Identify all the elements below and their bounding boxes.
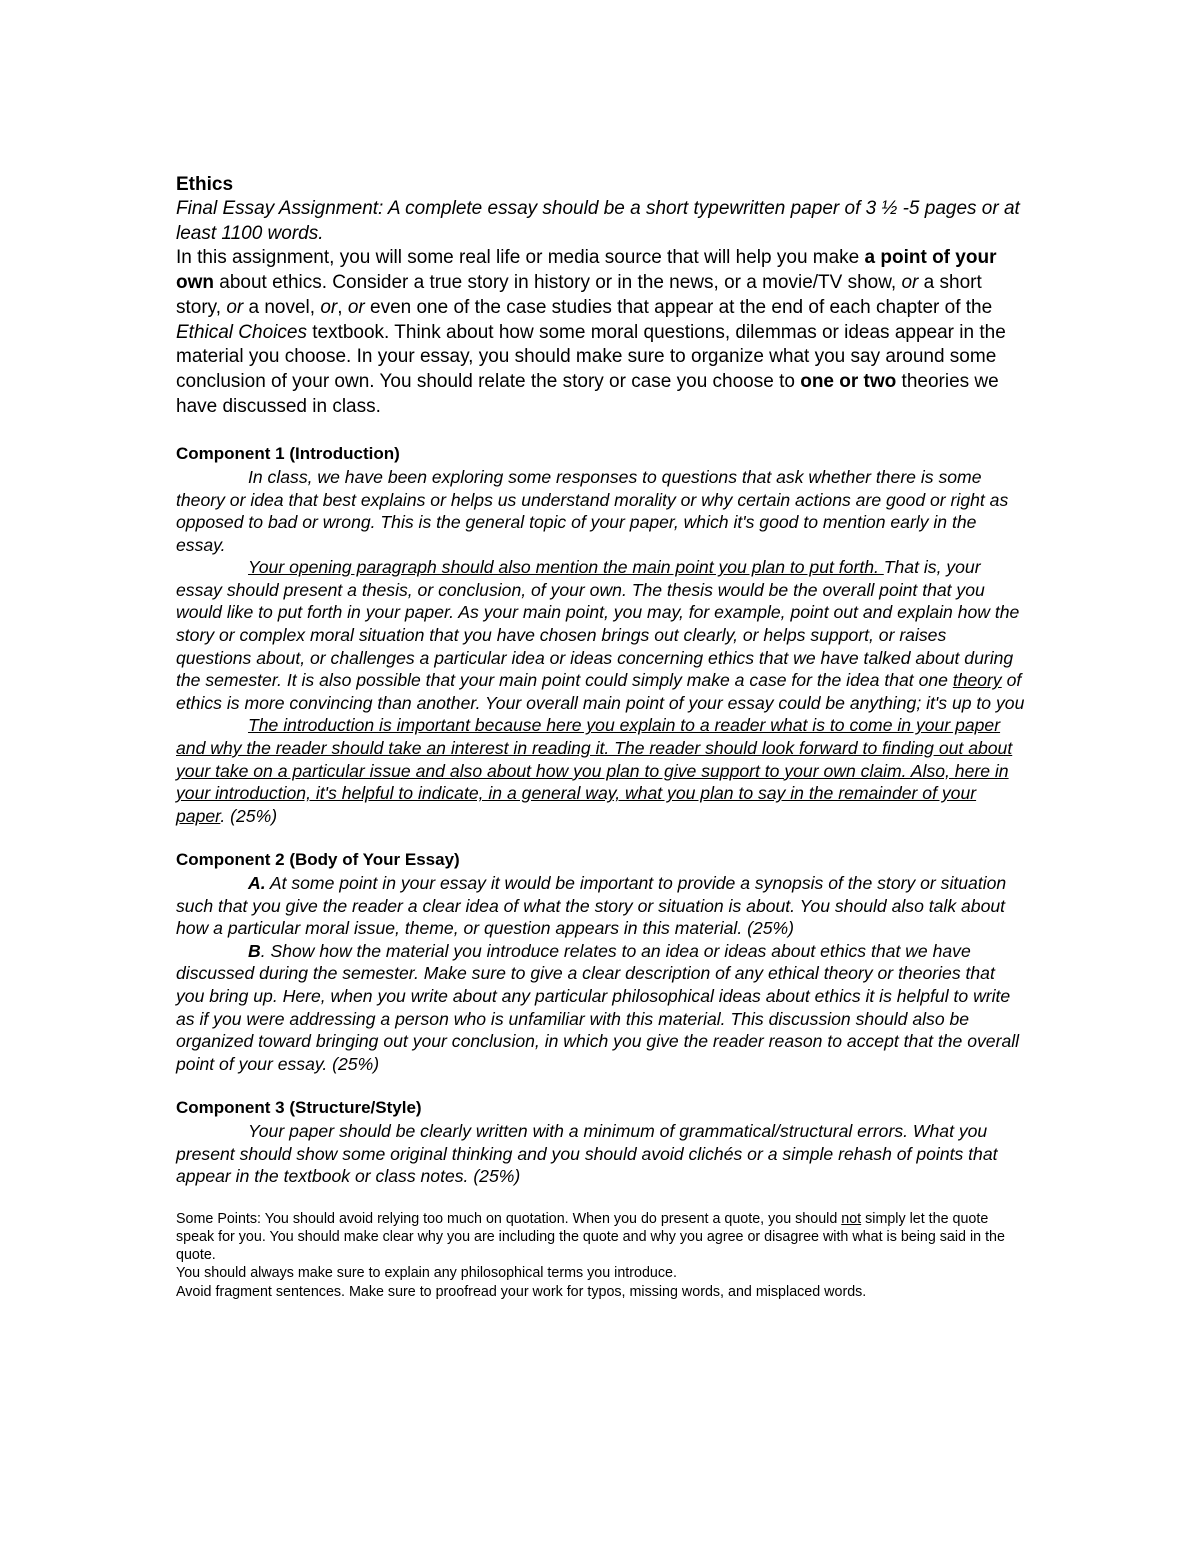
component-3-heading: Component 3 (Structure/Style): [176, 1098, 422, 1118]
note-2: You should always make sure to explain any philosophical terms you introduce.: [176, 1265, 677, 1282]
component-1-underlined: Your opening paragraph should also mention the main point you plan to put forth.: [248, 557, 884, 578]
component-2-b-text: . Show how the material you introduce relates to an idea or ideas about ethics that we have discussed during the semester. Make sure to give a clear description of any ethical theory or theories that you bring up. Here, when you write about any particular philosophical ideas about ethics it is helpful to write as if you were addressing a person who is unfamiliar with this material. This discussion should also be organized toward bringing out your conclusion, in which you give the reader reason to accept that the overall point of your essay. (25%): [176, 940, 1020, 1074]
intro-textbook-title: Ethical Choices: [176, 321, 307, 343]
note-1: [176, 1210, 1026, 1265]
component-1-paragraph-3: [176, 714, 1026, 827]
component-1-text: In class, we have been exploring some responses to questions that ask whether there is some theory or idea that best explains or helps us understand morality or why certain actions are good or right as opposed to bad or wrong. This is the general topic of your paper, which it's good to mention early in the essay.: [176, 466, 1009, 555]
note-3: Avoid fragment sentences. Make sure to proofread your work for typos, missing words, and misplaced words.: [176, 1283, 867, 1300]
assignment-line: Final Essay Assignment: A complete essay should be a short typewritten paper of 3 ½ -5 pages or at least 1100 words.: [176, 198, 1020, 244]
intro-italic-or: or: [226, 296, 244, 318]
intro-text: a novel,: [243, 296, 321, 318]
intro-text: textbook. Think about how some moral questions, dilemmas or ideas appear in the material you choose. In your essay, you should make sure to organize what you say around some conclusion of your own. You should relate the story or case you choose to: [176, 321, 1006, 392]
component-1-heading: Component 1 (Introduction): [176, 444, 400, 464]
intro-bold-point: a point of your own: [176, 247, 997, 294]
component-1-theory: theory: [952, 670, 1002, 691]
intro-section: [176, 197, 1026, 419]
component-3-text: Your paper should be clearly written with a minimum of grammatical/structural errors. What you present should show some original thinking and you should avoid clichés or a simple rehash of points that appear in the textbook or class notes. (25%): [176, 1120, 998, 1187]
component-2-a-label: A.: [248, 873, 266, 894]
intro-italic-or: or: [320, 296, 338, 318]
intro-text: theories we have discussed in class.: [176, 370, 999, 417]
component-1-text: That is, your essay should present a thesis, or conclusion, of your own. The thesis would be the overall point that you would like to put forth in your paper. As your main point, you may, for example, point out and explain how the story or complex moral situation that you have chosen brings out clearly, or helps support, or raises questions about, or challenges a particular idea or ideas concerning ethics that we have talked about during the semester. It is also possible that your main point could simply make a case for the idea that one: [176, 557, 1020, 691]
component-2-b-label: B: [248, 940, 261, 961]
intro-italic-or: or: [901, 272, 919, 294]
intro-text: ,: [337, 296, 348, 318]
component-3: [176, 1097, 1026, 1187]
component-1: [176, 443, 1026, 827]
intro-paragraph: [176, 246, 1026, 419]
note-text: simply let the quote speak for you. You should make clear why you are including the quote and why you agree or disagree with what is being said in the quote.: [176, 1210, 1005, 1264]
note-text: Some Points: You should avoid relying too much on quotation. When you do present a quote, you should: [176, 1210, 842, 1227]
component-1-text: of ethics is more convincing than another. Your overall main point of your essay could be anything; it's up to you: [176, 670, 1025, 713]
component-1-paragraph-2: [176, 556, 1026, 714]
intro-text: a short story,: [176, 272, 982, 318]
intro-text: In this assignment, you will some real life or media source that will help you make: [176, 247, 865, 269]
component-3-paragraph: [176, 1120, 1026, 1188]
component-1-text: . (25%): [220, 805, 278, 826]
component-2: [176, 849, 1026, 1075]
component-1-underlined: The introduction is important because here you explain to a reader what is to come in your paper and why the reader should take an interest in reading it. The reader should look forward to finding out about your take on a particular issue and also about how you plan to give support to your own claim. Also, here in your introduction, it's helpful to indicate, in a general way, what you plan to say in the remainder of your paper: [176, 715, 1013, 826]
notes-section: [176, 1210, 1026, 1301]
component-2-part-a: [176, 872, 1026, 940]
component-1-paragraph-1: [176, 466, 1026, 556]
intro-italic-or: or: [347, 296, 365, 318]
component-2-a-text: At some point in your essay it would be important to provide a synopsis of the story or situation such that you give the reader a clear idea of what the story or situation is about. You should also talk about how a particular moral issue, theme, or question appears in this material. (25%): [176, 873, 1007, 939]
document-content: [176, 172, 1026, 1301]
intro-text: about ethics. Consider a true story in history or in the news, or a movie/TV show,: [214, 272, 902, 294]
intro-text: even one of the case studies that appear at the end of each chapter of the: [364, 296, 993, 318]
component-2-part-b: [176, 940, 1026, 1076]
intro-bold-theories: one or two: [800, 370, 897, 392]
note-not: not: [841, 1210, 862, 1227]
document-title: Ethics: [176, 174, 234, 195]
component-2-heading: Component 2 (Body of Your Essay): [176, 850, 460, 870]
